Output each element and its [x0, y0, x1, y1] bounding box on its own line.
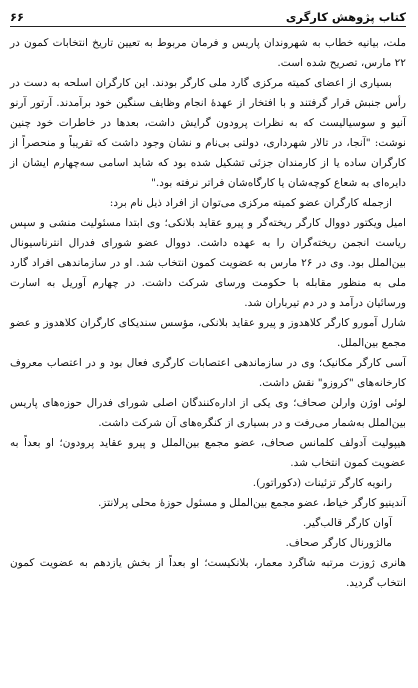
paragraph: هانری ژوزت مرتبه شاگرد معمار، بلانکیست؛ او بعداً از بخش یازدهم به عضویت کمون انتخاب گردید. — [10, 557, 406, 589]
paragraph: ازجمله کارگران عضو کمیته مرکزی می‌توان از افراد ذیل نام برد: — [109, 197, 392, 209]
paragraph: بسیاری از اعضای کمیته مرکزی گارد ملی کارگر بودند. این کارگران اسلحه به دست در رأس جنبش قرار گرفتند و با افتخار از عهدهٔ انجام وظایف سنگین خود برآمدند. آرتور آرنو آنیو و سوسیالیست که به نظرات پرودون گرایش داشت، بعدها در خاطرات خود چنین نوشت: "آنجا، در تالار شهرداری، دولتی بی‌نام و نشان وجود داشت که تقریباً و منحصراً از کارگران ساده یا از کارمندان جزئی تشکیل شده بود که شاید اسامی سه‌چهارم ایشان از دایره‌ای به شعاع کوچه‌شان یا کارگاه‌شان فراتر نرفته بود." — [10, 77, 406, 189]
paragraph: امیل ویکتور دووال کارگر ریخته‌گر و پیرو عقاید بلانکی؛ وی ابتدا مسئولیت منشی و سپس ریاست انجمن ریخته‌گران را به عهده داشت. دووال عضو شورای فدرال انترناسیونال بین‌الملل بود. وی در ۲۶ مارس به عضویت کمون انتخاب شد. او در سازماندهی افراد گارد ملی به منظور مقابله با حکومت ورسای شرکت داشت. در چهارم آوریل به اسارت ورسائیان درآمد و در دم تیرباران شد. — [10, 217, 406, 309]
page-number: ۶۶ — [10, 10, 25, 24]
paragraph: لوئی اوژن وارلن صحاف؛ وی یکی از اداره‌کنندگان اصلی شورای فدرال حوزه‌های پاریس بین‌الملل به‌شمار می‌رفت و در بسیاری از کنگره‌های آن شرکت داشت. — [10, 397, 406, 429]
paragraph: آوان کارگر قالب‌گیر. — [302, 517, 392, 529]
paragraph: آندینیو کارگر خیاط، عضو مجمع بین‌الملل و مسئول حوزهٔ محلی پرلانتز. — [97, 497, 406, 509]
paragraph: رانویه کارگر تزئینات (دکوراتور). — [252, 477, 392, 489]
paragraph: مالژورنال کارگر صحاف. — [285, 537, 392, 549]
book-title: کتاب پژوهش کارگری — [285, 10, 406, 24]
paragraph: هیپولیت آدولف کلمانس صحاف، عضو مجمع بین‌الملل و پیرو عقاید پرودون؛ او بعداً به عضویت کمون انتخاب شد. — [10, 437, 406, 469]
page-body — [10, 33, 406, 593]
paragraph: شارل آمورو کارگر کلاهدوز و پیرو عقاید بلانکی، مؤسس سندیکای کارگران کلاهدوز و عضو مجمع بین‌الملل. — [10, 317, 406, 349]
paragraph: ملت، بیانیه خطاب به شهروندان پاریس و فرمان مربوط به تعیین تاریخ انتخابات کمون در ۲۲ مارس، تصریح شده است. — [10, 37, 406, 69]
page-header — [10, 6, 406, 27]
paragraph: آسی کارگر مکانیک؛ وی در سازماندهی اعتصابات کارگری فعال بود و در اعتصاب معروف کارخانه‌های "کروزو" نقش داشت. — [10, 357, 406, 389]
